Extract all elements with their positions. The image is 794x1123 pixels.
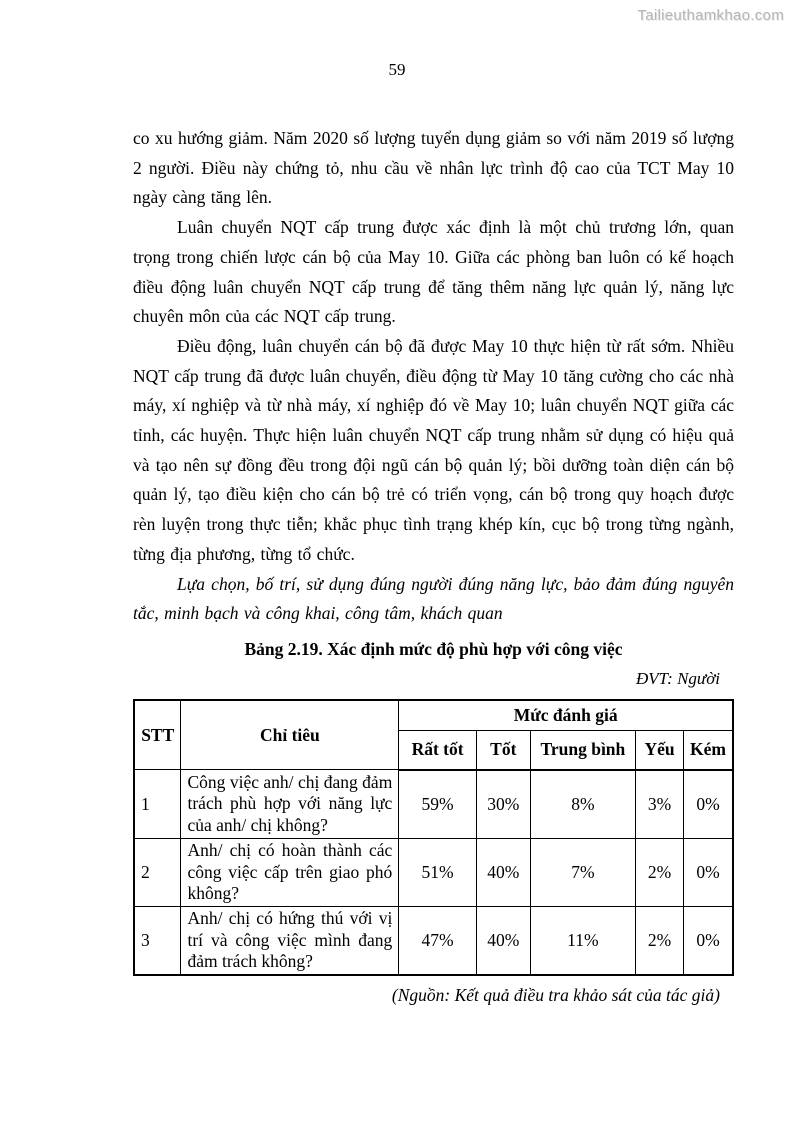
- col-header-rating-weak: Yếu: [636, 730, 684, 770]
- table-source-note: (Nguồn: Kết quả điều tra khảo sát của tác giả): [391, 984, 720, 1005]
- col-header-rating-poor: Kém: [683, 730, 733, 770]
- col-header-criteria: Chỉ tiêu: [181, 700, 399, 770]
- row-1-value-very-good: 59%: [399, 770, 477, 839]
- row-2-value-average: 7%: [530, 838, 635, 906]
- row-3-value-good: 40%: [476, 906, 530, 975]
- table-row: [134, 770, 733, 839]
- table-row: [134, 838, 733, 906]
- body-paragraph-4-quote: Lựa chọn, bố trí, sử dụng đúng người đúng năng lực, bảo đảm đúng nguyên tắc, minh bạch và công khai, công tâm, khách quan: [133, 573, 734, 624]
- row-1-value-good: 30%: [476, 770, 530, 839]
- row-2-value-very-good: 51%: [399, 838, 477, 906]
- watermark: Tailieuthamkhao.com: [637, 7, 784, 24]
- row-2-value-good: 40%: [476, 838, 530, 906]
- row-2-stt: 2: [134, 838, 181, 906]
- row-3-value-very-good: 47%: [399, 906, 477, 975]
- survey-table: [133, 699, 734, 976]
- table-row: [134, 906, 733, 975]
- row-1-value-average: 8%: [530, 770, 635, 839]
- col-header-stt: STT: [134, 700, 181, 770]
- row-1-value-weak: 3%: [636, 770, 684, 839]
- row-3-value-average: 11%: [530, 906, 635, 975]
- row-3-value-weak: 2%: [636, 906, 684, 975]
- col-header-rating-group: Mức đánh giá: [399, 700, 733, 731]
- row-1-criteria: Công việc anh/ chị đang đảm trách phù hợp với năng lực của anh/ chị không?: [181, 770, 399, 839]
- table-title: Bảng 2.19. Xác định mức độ phù hợp với công việc: [244, 638, 623, 659]
- body-paragraph-1: co xu hướng giảm. Năm 2020 số lượng tuyển dụng giảm so với năm 2019 số lượng 2 người. Điều này chứng tỏ, nhu cầu về nhân lực trình độ cao của TCT May 10 ngày càng tăng lên.: [133, 128, 734, 208]
- row-3-criteria: Anh/ chị có hứng thú với vị trí và công việc mình đang đảm trách không?: [181, 906, 399, 975]
- body-paragraph-3: Điều động, luân chuyển cán bộ đã được May 10 thực hiện từ rất sớm. Nhiều NQT cấp trung đã được luân chuyển, điều động từ May 10 tăng cường cho các nhà máy, xí nghiệp và từ nhà máy, xí nghiệp đó về May 10; luân chuyển NQT giữa các tỉnh, các huyện. Thực hiện luân chuyển NQT cấp trung nhằm sử dụng có hiệu quả và tạo nên sự đồng đều trong đội ngũ cán bộ quản lý; bồi dưỡng toàn diện cán bộ quản lý, tạo điều kiện cho cán bộ trẻ có triển vọng, cán bộ trong quy hoạch được rèn luyện trong thực tiễn; khắc phục tình trạng khép kín, cục bộ trong từng ngành, từng địa phương, từng tổ chức.: [133, 335, 734, 564]
- row-3-value-poor: 0%: [683, 906, 733, 975]
- table-header-row-group: [134, 700, 733, 731]
- row-1-value-poor: 0%: [683, 770, 733, 839]
- page-number: 59: [388, 60, 406, 79]
- row-2-value-weak: 2%: [636, 838, 684, 906]
- row-1-stt: 1: [134, 770, 181, 839]
- row-3-stt: 3: [134, 906, 181, 975]
- page-content: [133, 124, 734, 1006]
- body-paragraph-2: Luân chuyển NQT cấp trung được xác định là một chủ trương lớn, quan trọng trong chiến lược cán bộ của May 10. Giữa các phòng ban luôn có kế hoạch điều động luân chuyển NQT cấp trung để tăng thêm năng lực quản lý, năng lực chuyên môn của các NQT cấp trung.: [133, 217, 734, 327]
- table-unit-note: ĐVT: Người: [636, 668, 720, 688]
- col-header-rating-good: Tốt: [476, 730, 530, 770]
- col-header-rating-average: Trung bình: [530, 730, 635, 770]
- col-header-rating-very-good: Rất tốt: [399, 730, 477, 770]
- row-2-value-poor: 0%: [683, 838, 733, 906]
- row-2-criteria: Anh/ chị có hoàn thành các công việc cấp trên giao phó không?: [181, 838, 399, 906]
